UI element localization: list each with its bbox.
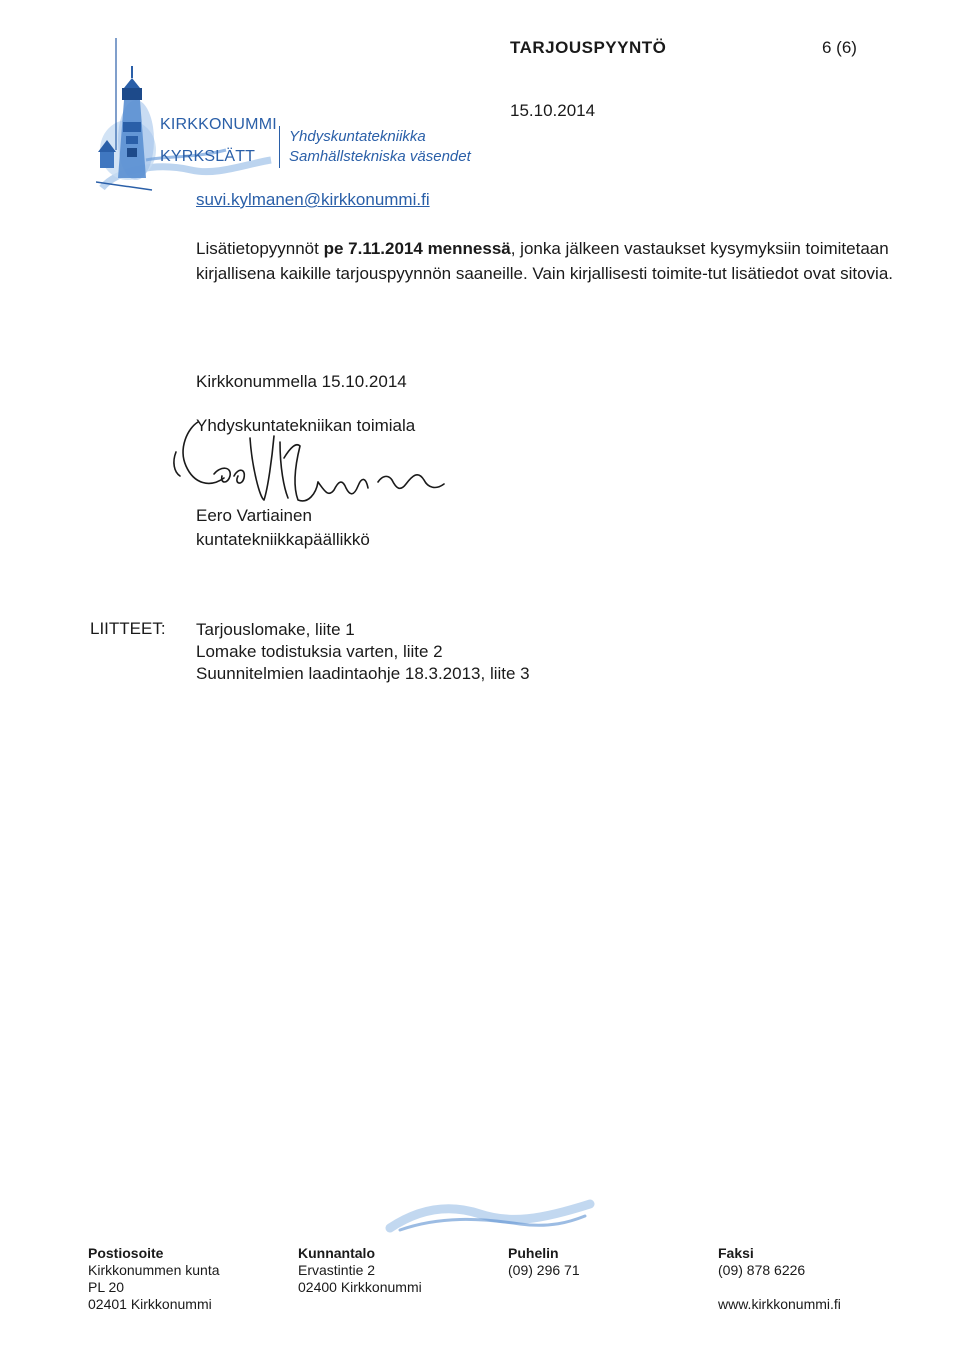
signature (168, 418, 468, 518)
footer-fax (718, 1245, 805, 1279)
lighthouse-logo-icon (96, 30, 496, 200)
signer-name: Eero Vartiainen (196, 506, 312, 525)
logo-divider (279, 126, 280, 168)
footer-postal-address (88, 1245, 220, 1313)
footer-line: (09) 296 71 (508, 1262, 580, 1278)
document-title: TARJOUSPYYNTÖ (510, 38, 667, 57)
footer-phone (508, 1245, 580, 1279)
footer-heading: Kunnantalo (298, 1245, 375, 1261)
page-number: 6 (6) (822, 38, 857, 57)
para-start: Lisätietopyynnöt (196, 239, 324, 258)
place-date: Kirkkonummella 15.10.2014 (196, 372, 407, 391)
logo-department-fi: Yhdyskuntatekniikka (289, 128, 426, 145)
attachment-item: Suunnitelmien laadintaohje 18.3.2013, liite 3 (196, 664, 530, 683)
email-link[interactable]: suvi.kylmanen@kirkkonummi.fi (196, 190, 430, 209)
footer-website-link[interactable]: www.kirkkonummi.fi (718, 1296, 841, 1312)
footer-line: (09) 878 6226 (718, 1262, 806, 1278)
logo-name-fi: KIRKKONUMMI (160, 116, 277, 133)
footer-heading: Postiosoite (88, 1245, 164, 1261)
info-paragraph (196, 236, 896, 286)
attachment-item: Tarjouslomake, liite 1 (196, 620, 355, 639)
footer-line: 02401 Kirkkonummi (88, 1296, 212, 1312)
attachments-label: LIITTEET: (90, 619, 166, 638)
document-date: 15.10.2014 (510, 101, 596, 120)
footer-townhall (298, 1245, 422, 1296)
footer-heading: Puhelin (508, 1245, 559, 1261)
footer-wave-icon (380, 1198, 600, 1238)
footer-line: Ervastintie 2 (298, 1262, 376, 1278)
para-deadline: pe 7.11.2014 mennessä (323, 239, 511, 258)
logo-department-sv: Samhällstekniska väsendet (289, 148, 471, 165)
signer-title: kuntatekniikkapäällikkö (196, 530, 370, 549)
footer-heading: Faksi (718, 1245, 754, 1261)
attachments-list (196, 619, 530, 685)
footer-line: Kirkkonummen kunta (88, 1262, 220, 1278)
logo-name-sv: KYRKSLÄTT (160, 148, 256, 165)
para-rest: , jonka jälkeen vastaukset kysymyksiin toimitetaan kirjallisena kaikille tarjouspyynnön saaneille. Vain kirjallisesti toimite-tut lisätiedot ovat sitovia. (196, 239, 893, 283)
footer-line: 02400 Kirkkonummi (298, 1279, 422, 1295)
footer-line: PL 20 (88, 1279, 125, 1295)
attachment-item: Lomake todistuksia varten, liite 2 (196, 642, 443, 661)
department: Yhdyskuntatekniikan toimiala (196, 416, 416, 435)
